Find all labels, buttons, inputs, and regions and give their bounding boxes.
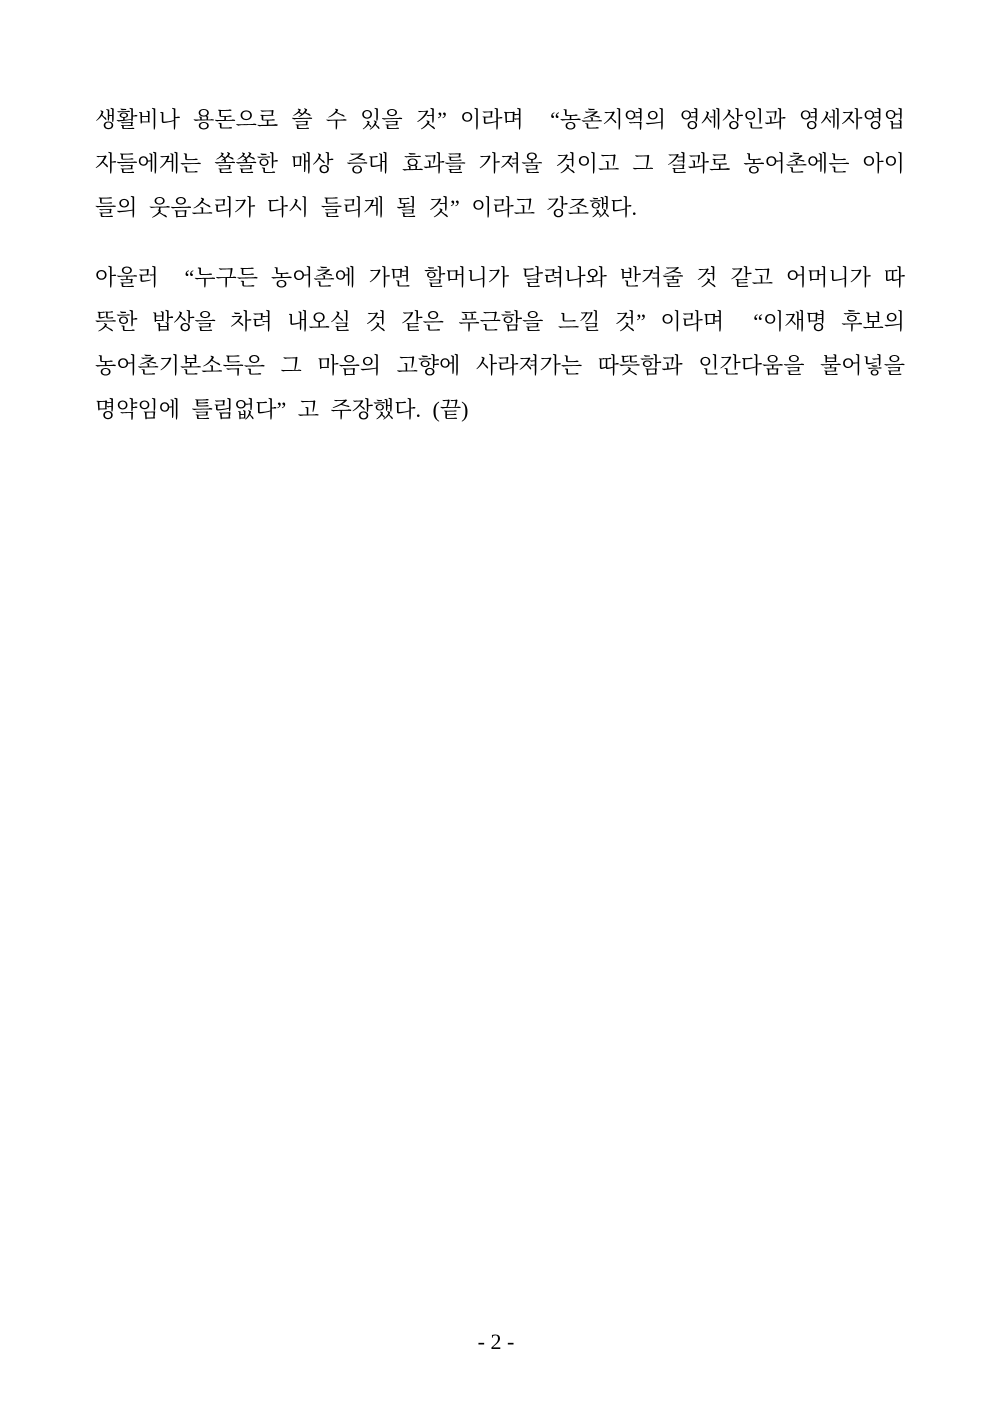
text-line: 생활비나 용돈으로 쓸 수 있을 것” 이라며 “농촌지역의 영세상인과 영세자영업 <box>95 107 905 132</box>
text-line: 자들에게는 쏠쏠한 매상 증대 효과를 가져올 것이고 그 결과로 농어촌에는 아이 <box>95 151 905 176</box>
document-body <box>95 98 905 432</box>
paragraph-1 <box>95 98 905 230</box>
text-line: 뜻한 밥상을 차려 내오실 것 같은 푸근함을 느낄 것” 이라며 “이재명 후보의 <box>95 309 905 334</box>
text-line: 명약임에 틀림없다” 고 주장했다. (끝) <box>95 397 469 422</box>
page-number: - 2 - <box>477 1329 515 1354</box>
text-line: 들의 웃음소리가 다시 들리게 될 것” 이라고 강조했다. <box>95 195 638 220</box>
text-line: 농어촌기본소득은 그 마음의 고향에 사라져가는 따뜻함과 인간다움을 불어넣을 <box>95 353 905 378</box>
text-line: 아울러 “누구든 농어촌에 가면 할머니가 달려나와 반겨줄 것 같고 어머니가 따 <box>95 265 905 290</box>
paragraph-2 <box>95 256 905 432</box>
